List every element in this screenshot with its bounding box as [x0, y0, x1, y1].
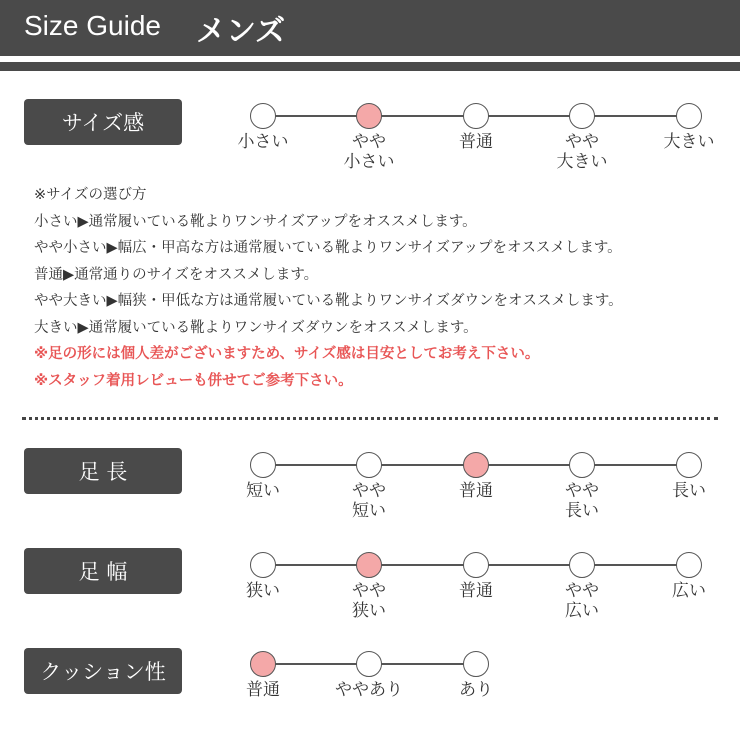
size-feel-label: サイズ感	[24, 99, 182, 145]
foot_width-option-dot	[569, 552, 595, 578]
notes-warning: ※スタッフ着用レビューも併せてご参考下さい。	[34, 372, 353, 389]
foot_width-option-dot	[463, 552, 489, 578]
foot_width-option-label: やや 広い	[565, 581, 599, 621]
foot_length-option-label: 長い	[672, 481, 706, 501]
foot-width-label: 足 幅	[24, 548, 182, 594]
foot_length-option-dot	[356, 452, 382, 478]
cushion-label: クッション性	[24, 648, 182, 694]
foot_length-option-label: 短い	[246, 481, 280, 501]
notes-line: やや大きい▶幅狭・甲低な方は通常履いている靴よりワンサイズダウンをオススメします。	[34, 293, 623, 309]
section-divider	[22, 417, 718, 420]
notes-line: やや小さい▶幅広・甲高な方は通常履いている靴よりワンサイズアップをオススメします。	[34, 240, 622, 256]
notes-line: 小さい▶通常履いている靴よりワンサイズアップをオススメします。	[34, 213, 477, 230]
notes-line: 大きい▶通常履いている靴よりワンサイズダウンをオススメします。	[34, 319, 478, 336]
foot_width-option-dot	[676, 552, 702, 578]
size_feel-option-label: やや 小さい	[343, 132, 395, 172]
header-bar	[0, 0, 740, 56]
foot_width-option-label: 広い	[672, 581, 706, 601]
foot_width-option-label: やや 狭い	[352, 581, 386, 621]
cushion-option-dot	[356, 651, 382, 677]
notes-heading: ※サイズの選び方	[34, 187, 147, 203]
foot_length-option-dot	[676, 452, 702, 478]
foot_width-option-dot	[250, 552, 276, 578]
cushion-option-label: ややあり	[335, 680, 403, 700]
page-subtitle: メンズ	[196, 14, 286, 49]
notes-warning: ※足の形には個人差がございますため、サイズ感は目安としてお考え下さい。	[34, 346, 540, 362]
foot_length-option-dot	[250, 452, 276, 478]
cushion-option-dot	[463, 651, 489, 677]
size-notes	[34, 182, 734, 394]
notes-line: 普通▶通常通りのサイズをオススメします。	[34, 266, 319, 283]
foot_length-option-label: やや 長い	[565, 481, 599, 521]
size_feel-option-label: 普通	[459, 132, 493, 152]
size_feel-option-label: 大きい	[663, 132, 715, 152]
foot_length-option-dot	[569, 452, 595, 478]
foot_width-option-dot	[356, 552, 382, 578]
page-title: Size Guide	[24, 10, 161, 41]
cushion-option-dot	[250, 651, 276, 677]
size_feel-option-label: 小さい	[237, 132, 289, 152]
size_feel-option-dot	[356, 103, 382, 129]
cushion-option-label: 普通	[246, 680, 280, 700]
size_feel-option-dot	[463, 103, 489, 129]
size_feel-option-label: やや 大きい	[556, 132, 608, 172]
size_feel-option-dot	[250, 103, 276, 129]
size_feel-option-dot	[676, 103, 702, 129]
foot-length-label: 足 長	[24, 448, 182, 494]
foot_length-option-dot	[463, 452, 489, 478]
foot_width-option-label: 狭い	[246, 581, 280, 601]
header-divider	[0, 62, 740, 71]
cushion-option-label: あり	[459, 680, 493, 700]
foot_length-option-label: 普通	[459, 481, 493, 501]
foot_length-option-label: やや 短い	[352, 481, 386, 521]
foot_width-option-label: 普通	[459, 581, 493, 601]
size_feel-option-dot	[569, 103, 595, 129]
